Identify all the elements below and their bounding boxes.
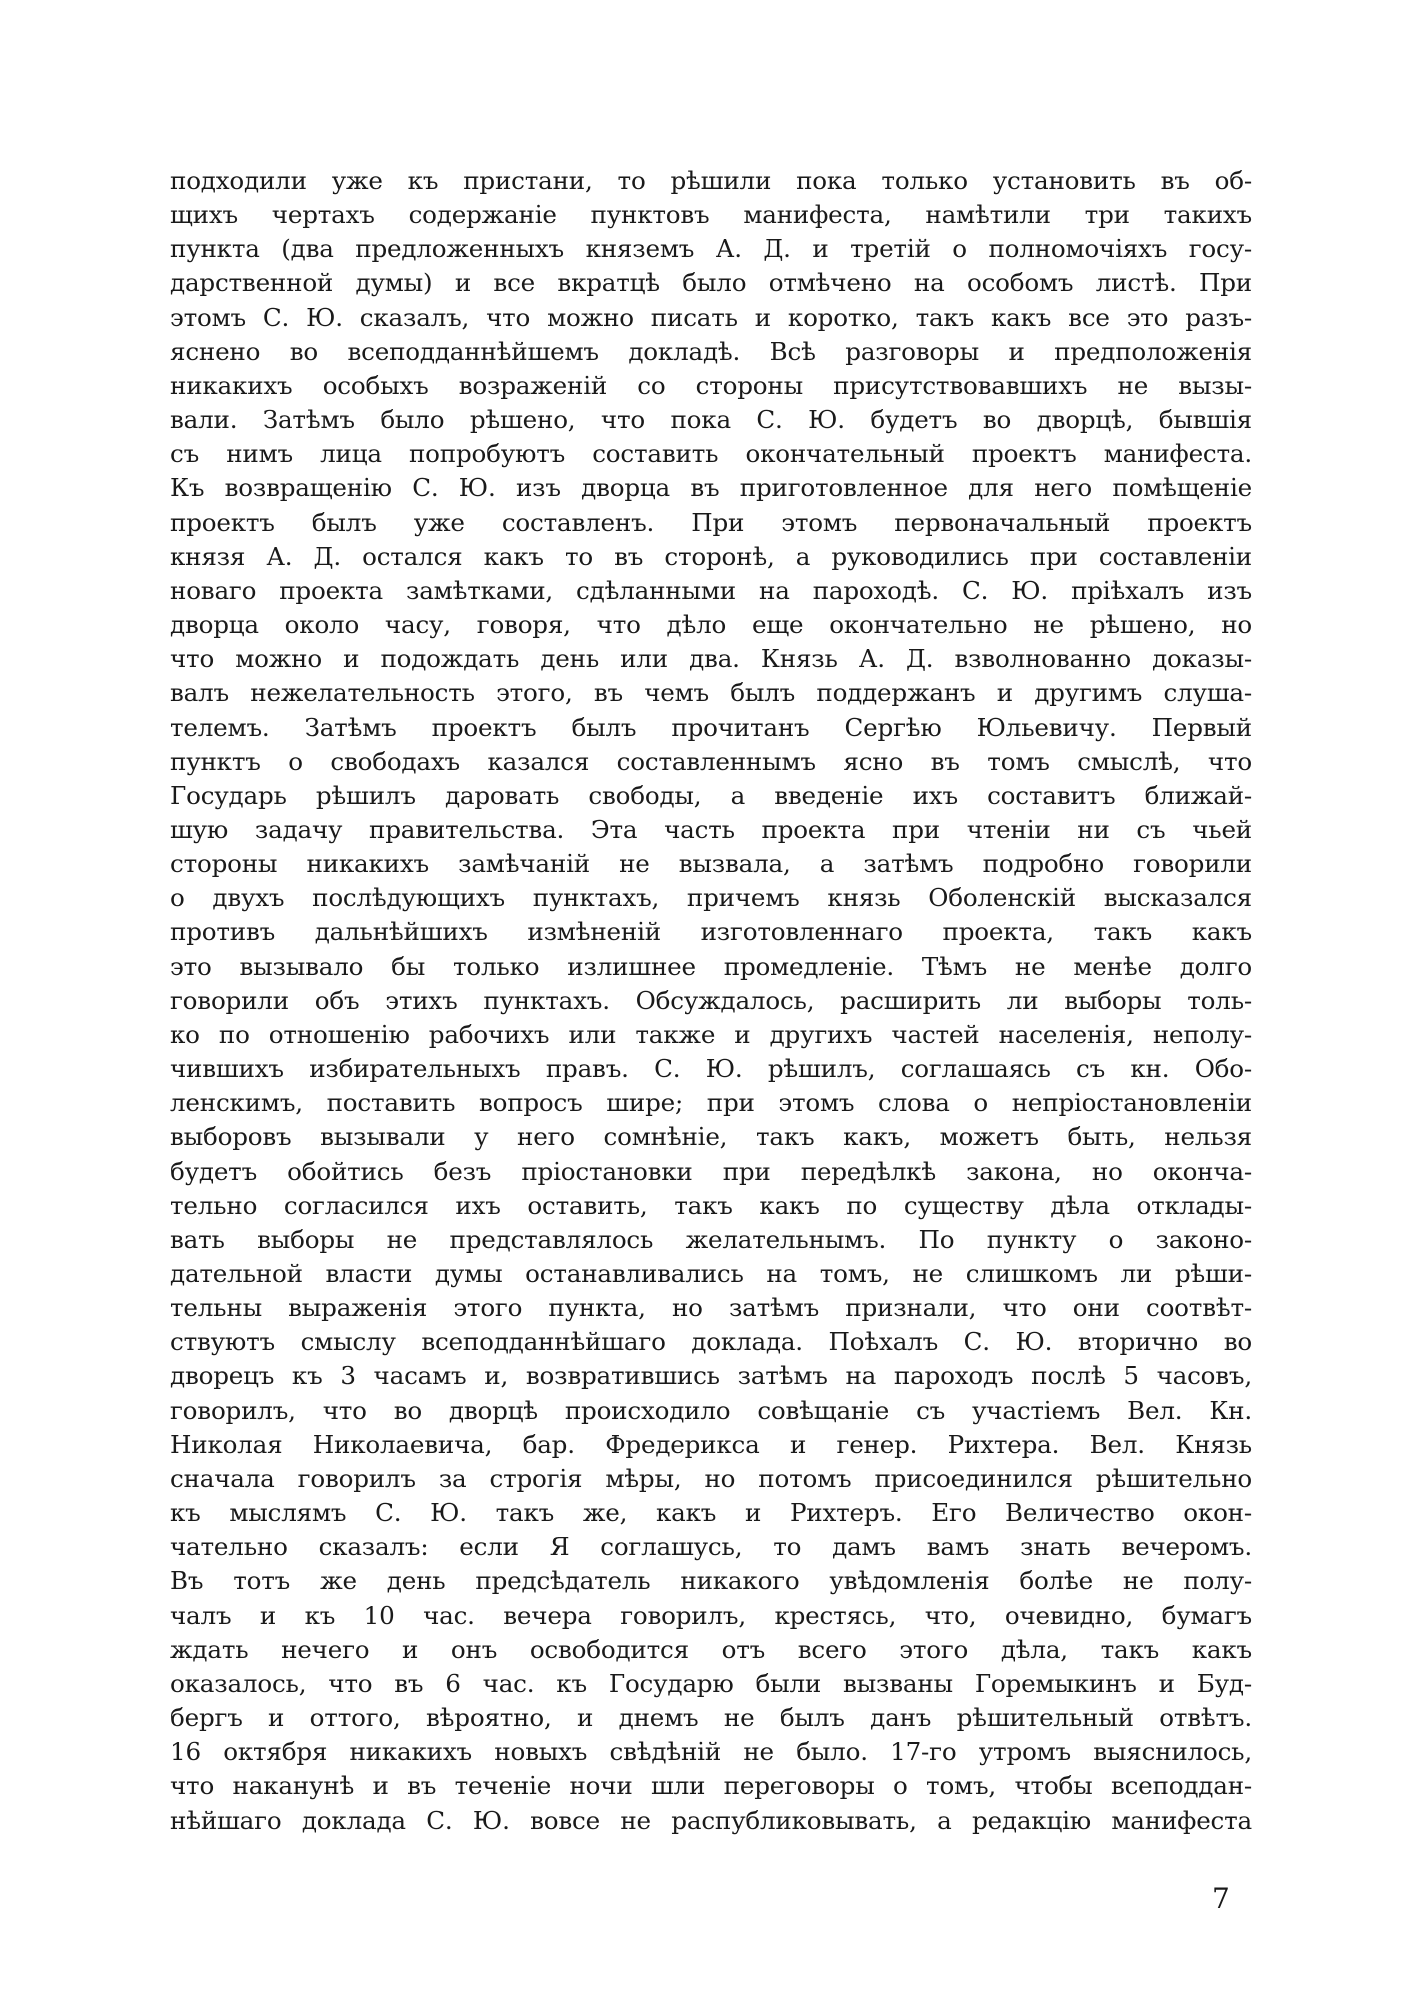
page-number: 7 <box>1212 1882 1230 1915</box>
text-line: бергъ и оттого, вѣроятно, и днемъ не былъ данъ рѣшительный отвѣтъ. <box>170 1703 1252 1733</box>
text-line: валъ нежелательность этого, въ чемъ былъ поддержанъ и другимъ слуша- <box>170 678 1252 708</box>
text-line: дворца около часу, говоря, что дѣло еще окончательно не рѣшено, но <box>170 610 1252 640</box>
text-line: съ нимъ лица попробуютъ составить окончательный проектъ манифеста. <box>170 439 1252 469</box>
text-line: стороны никакихъ замѣчаній не вызвала, а затѣмъ подробно говорили <box>170 849 1252 879</box>
text-line: будетъ обойтись безъ пріостановки при передѣлкѣ закона, но оконча- <box>170 1156 1252 1186</box>
text-line: ждать нечего и онъ освободится отъ всего этого дѣла, такъ какъ <box>170 1634 1252 1664</box>
text-line: говорилъ, что во дворцѣ происходило совѣщаніе съ участіемъ Вел. Кн. <box>170 1395 1252 1425</box>
text-line: ленскимъ, поставить вопросъ шире; при этомъ слова о непріостановленіи <box>170 1088 1252 1118</box>
text-line: никакихъ особыхъ возраженій со стороны присутствовавшихъ не вызы- <box>170 370 1252 400</box>
text-line: Въ тотъ же день предсѣдатель никакого увѣдомленія болѣе не полу- <box>170 1566 1252 1596</box>
text-line: новаго проекта замѣтками, сдѣланными на пароходѣ. С. Ю. пріѣхалъ изъ <box>170 575 1252 605</box>
text-line: телемъ. Затѣмъ проектъ былъ прочитанъ Сергѣю Юльевичу. Первый <box>170 712 1252 742</box>
text-line: этомъ С. Ю. сказалъ, что можно писать и коротко, такъ какъ все это разъ- <box>170 302 1252 332</box>
text-line: нѣйшаго доклада С. Ю. вовсе не распубликовывать, а редакцію манифеста <box>170 1805 1252 1835</box>
text-line: щихъ чертахъ содержаніе пунктовъ манифеста, намѣтили три такихъ <box>170 200 1252 230</box>
text-line: Государь рѣшилъ даровать свободы, а введеніе ихъ составитъ ближай- <box>170 780 1252 810</box>
text-line: сначала говорилъ за строгія мѣры, но потомъ присоединился рѣшительно <box>170 1463 1252 1493</box>
text-line: что наканунѣ и въ теченіе ночи шли переговоры о томъ, чтобы всеподдан- <box>170 1771 1252 1801</box>
text-line: Николая Николаевича, бар. Фредерикса и генер. Рихтера. Вел. Князь <box>170 1429 1252 1459</box>
text-line: ко по отношенію рабочихъ или также и другихъ частей населенія, неполу- <box>170 1019 1252 1049</box>
text-line: проектъ былъ уже составленъ. При этомъ первоначальный проектъ <box>170 507 1252 537</box>
text-line: подходили уже къ пристани, то рѣшили пока только установить въ об- <box>170 166 1252 195</box>
text-line: пункта (два предложенныхъ княземъ А. Д. и третій о полномочіяхъ госу- <box>170 234 1252 264</box>
body-text <box>170 164 1252 1838</box>
text-line: чательно сказалъ: если Я соглашусь, то дамъ вамъ знать вечеромъ. <box>170 1532 1252 1562</box>
text-line: ствуютъ смыслу всеподданнѣйшаго доклада. Поѣхалъ С. Ю. вторично во <box>170 1327 1252 1357</box>
text-line: къ мыслямъ С. Ю. такъ же, какъ и Рихтеръ. Его Величество окон- <box>170 1498 1252 1528</box>
text-line: дворецъ къ 3 часамъ и, возвратившись затѣмъ на пароходъ послѣ 5 часовъ, <box>170 1361 1252 1391</box>
text-line: противъ дальнѣйшихъ измѣненій изготовленнаго проекта, такъ какъ <box>170 917 1252 947</box>
text-line: вали. Затѣмъ было рѣшено, что пока С. Ю. будетъ во дворцѣ, бывшія <box>170 405 1252 435</box>
text-line: 16 октября никакихъ новыхъ свѣдѣній не было. 17-го утромъ выяснилось, <box>170 1737 1252 1767</box>
text-line: тельно согласился ихъ оставить, такъ какъ по существу дѣла отклады- <box>170 1190 1252 1220</box>
text-line: пунктъ о свободахъ казался составленнымъ ясно въ томъ смыслѣ, что <box>170 746 1252 776</box>
text-line: яснено во всеподданнѣйшемъ докладѣ. Всѣ разговоры и предположенія <box>170 336 1252 366</box>
text-line: князя А. Д. остался какъ то въ сторонѣ, а руководились при составленіи <box>170 541 1252 571</box>
text-line: Къ возвращенію С. Ю. изъ дворца въ приготовленное для него помѣщеніе <box>170 473 1252 503</box>
text-line: тельны выраженія этого пункта, но затѣмъ признали, что они соотвѣт- <box>170 1293 1252 1323</box>
text-line: о двухъ послѣдующихъ пунктахъ, причемъ князь Оболенскій высказался <box>170 883 1252 913</box>
text-line: оказалось, что въ 6 час. къ Государю были вызваны Горемыкинъ и Буд- <box>170 1668 1252 1698</box>
text-line: чившихъ избирательныхъ правъ. С. Ю. рѣшилъ, соглашаясь съ кн. Обо- <box>170 1054 1252 1084</box>
text-line: это вызывало бы только излишнее промедленіе. Тѣмъ не менѣе долго <box>170 951 1252 981</box>
text-line: чалъ и къ 10 час. вечера говорилъ, крестясь, что, очевидно, бумагъ <box>170 1600 1252 1630</box>
text-line: что можно и подождать день или два. Князь А. Д. взволнованно доказы- <box>170 644 1252 674</box>
text-line: шую задачу правительства. Эта часть проекта при чтеніи ни съ чьей <box>170 814 1252 844</box>
text-line: дарственной думы) и все вкратцѣ было отмѣчено на особомъ листѣ. При <box>170 268 1252 298</box>
text-line: говорили объ этихъ пунктахъ. Обсуждалось, расширить ли выборы толь- <box>170 985 1252 1015</box>
text-line: дательной власти думы останавливались на томъ, не слишкомъ ли рѣши- <box>170 1259 1252 1288</box>
text-line: выборовъ вызывали у него сомнѣніе, такъ какъ, можетъ быть, нельзя <box>170 1122 1252 1152</box>
text-line: вать выборы не представлялось желательнымъ. По пункту о законо- <box>170 1224 1252 1254</box>
